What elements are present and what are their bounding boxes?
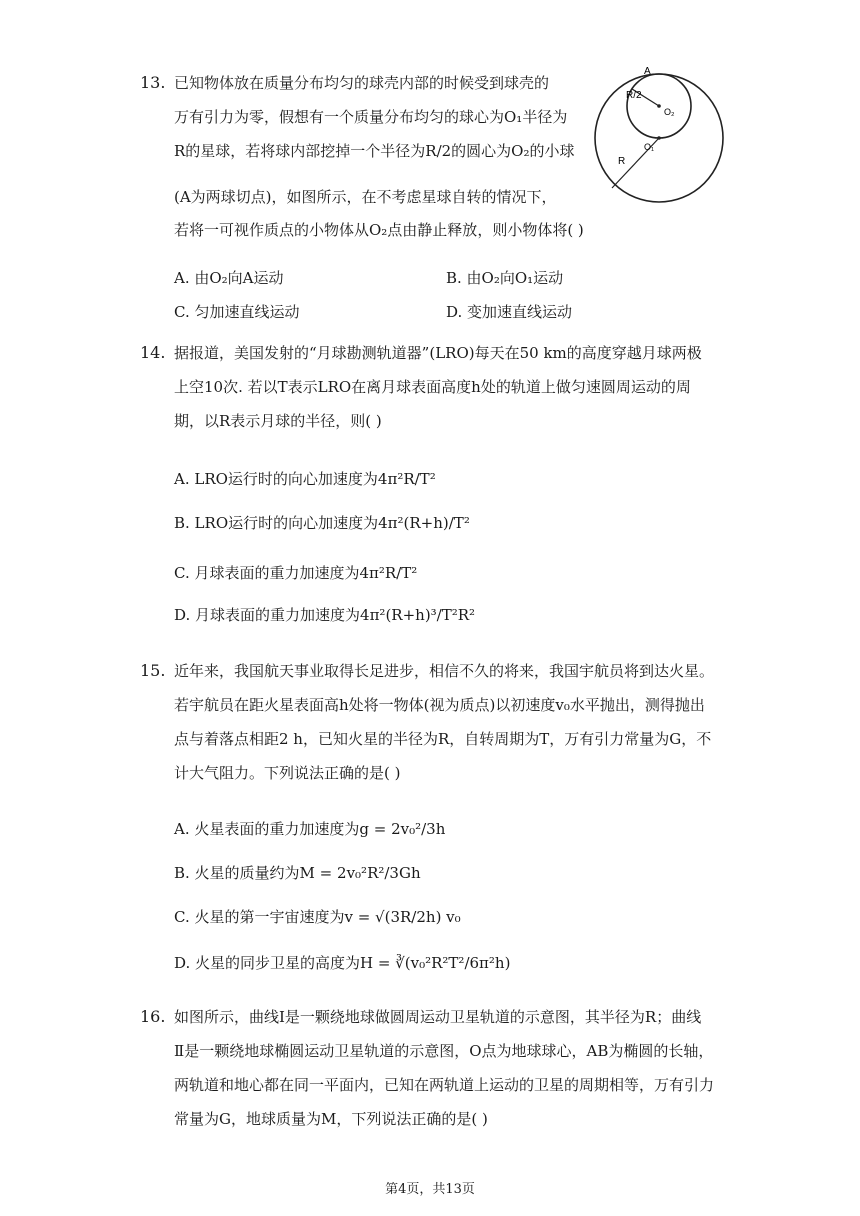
question-number: 15. [140,661,166,680]
question-number: 14. [140,343,166,362]
question-text-line: 计大气阻力。下列说法正确的是( ) [174,764,401,782]
question-number: 16. [140,1007,166,1026]
option-c: C. 月球表面的重力加速度为4π²R/T² [174,564,418,582]
option-c: C. 火星的第一宇宙速度为v = √(3R/2h) v₀ [174,908,461,926]
option-c: C. 匀加速直线运动 [174,303,300,321]
question-text-line: (A为两球切点)，如图所示，在不考虑星球自转的情况下， [174,188,557,206]
question-text-line: 据报道，美国发射的“月球勘测轨道器”(LRO)每天在50 km的高度穿越月球两极 [174,344,702,362]
label-r-half: R/2 [626,90,642,101]
question-text-line: 若将一可视作质点的小物体从O₂点由静止释放，则小物体将( ) [174,221,584,239]
question-text-line: 如图所示，曲线Ⅰ是一颗绕地球做圆周运动卫星轨道的示意图，其半径为R；曲线 [174,1008,702,1026]
question-text-line: 常量为G，地球质量为M，下列说法正确的是( ) [174,1110,488,1128]
option-b: B. 火星的质量约为M = 2v₀²R²/3Gh [174,864,421,882]
question-text-line: 万有引力为零，假想有一个质量分布均匀的球心为O₁半径为 [174,108,568,126]
option-a: A. 火星表面的重力加速度为g = 2v₀²/3h [174,820,446,838]
question-text-line: 已知物体放在质量分布均匀的球壳内部的时候受到球壳的 [174,74,550,92]
label-a: A [644,66,651,77]
option-d: D. 变加速直线运动 [446,303,573,321]
label-o1: O₁ [644,142,655,152]
question-text-line: 若宇航员在距火星表面高h处将一物体(视为质点)以初速度v₀水平抛出，测得抛出 [174,696,705,714]
page-footer: 第4页，共13页 [385,1182,475,1197]
option-b: B. LRO运行时的向心加速度为4π²(R+h)/T² [174,514,470,532]
question-text-line: R的星球，若将球内部挖掉一个半径为R/2的圆心为O₂的小球 [174,142,575,160]
label-r: R [618,156,626,167]
option-a: A. LRO运行时的向心加速度为4π²R/T² [174,470,436,488]
option-b: B. 由O₂向O₁运动 [446,269,564,287]
center-o1 [657,136,661,140]
option-d: D. 月球表面的重力加速度为4π²(R+h)³/T²R² [174,606,476,624]
option-d: D. 火星的同步卫星的高度为H = ∛(v₀²R²T²/6π²h) [174,954,511,972]
sphere-cavity-figure [584,64,734,204]
label-o2: O₂ [664,107,675,117]
center-o2 [657,104,661,108]
question-text-line: Ⅱ是一颗绕地球椭圆运动卫星轨道的示意图，O点为地球球心，AB为椭圆的长轴， [174,1042,714,1060]
option-a: A. 由O₂向A运动 [174,269,284,287]
question-text-line: 两轨道和地心都在同一平面内，已知在两轨道上运动的卫星的周期相等，万有引力 [174,1076,715,1094]
question-number: 13. [140,73,166,92]
question-text-line: 近年来，我国航天事业取得长足进步，相信不久的将来，我国宇航员将到达火星。 [174,662,715,680]
question-text-line: 上空10次. 若以T表示LRO在离月球表面高度h处的轨道上做匀速圆周运动的周 [174,378,691,396]
question-text-line: 点与着落点相距2 h，已知火星的半径为R，自转周期为T，万有引力常量为G，不 [174,730,712,748]
question-text-line: 期，以R表示月球的半径，则( ) [174,412,382,430]
